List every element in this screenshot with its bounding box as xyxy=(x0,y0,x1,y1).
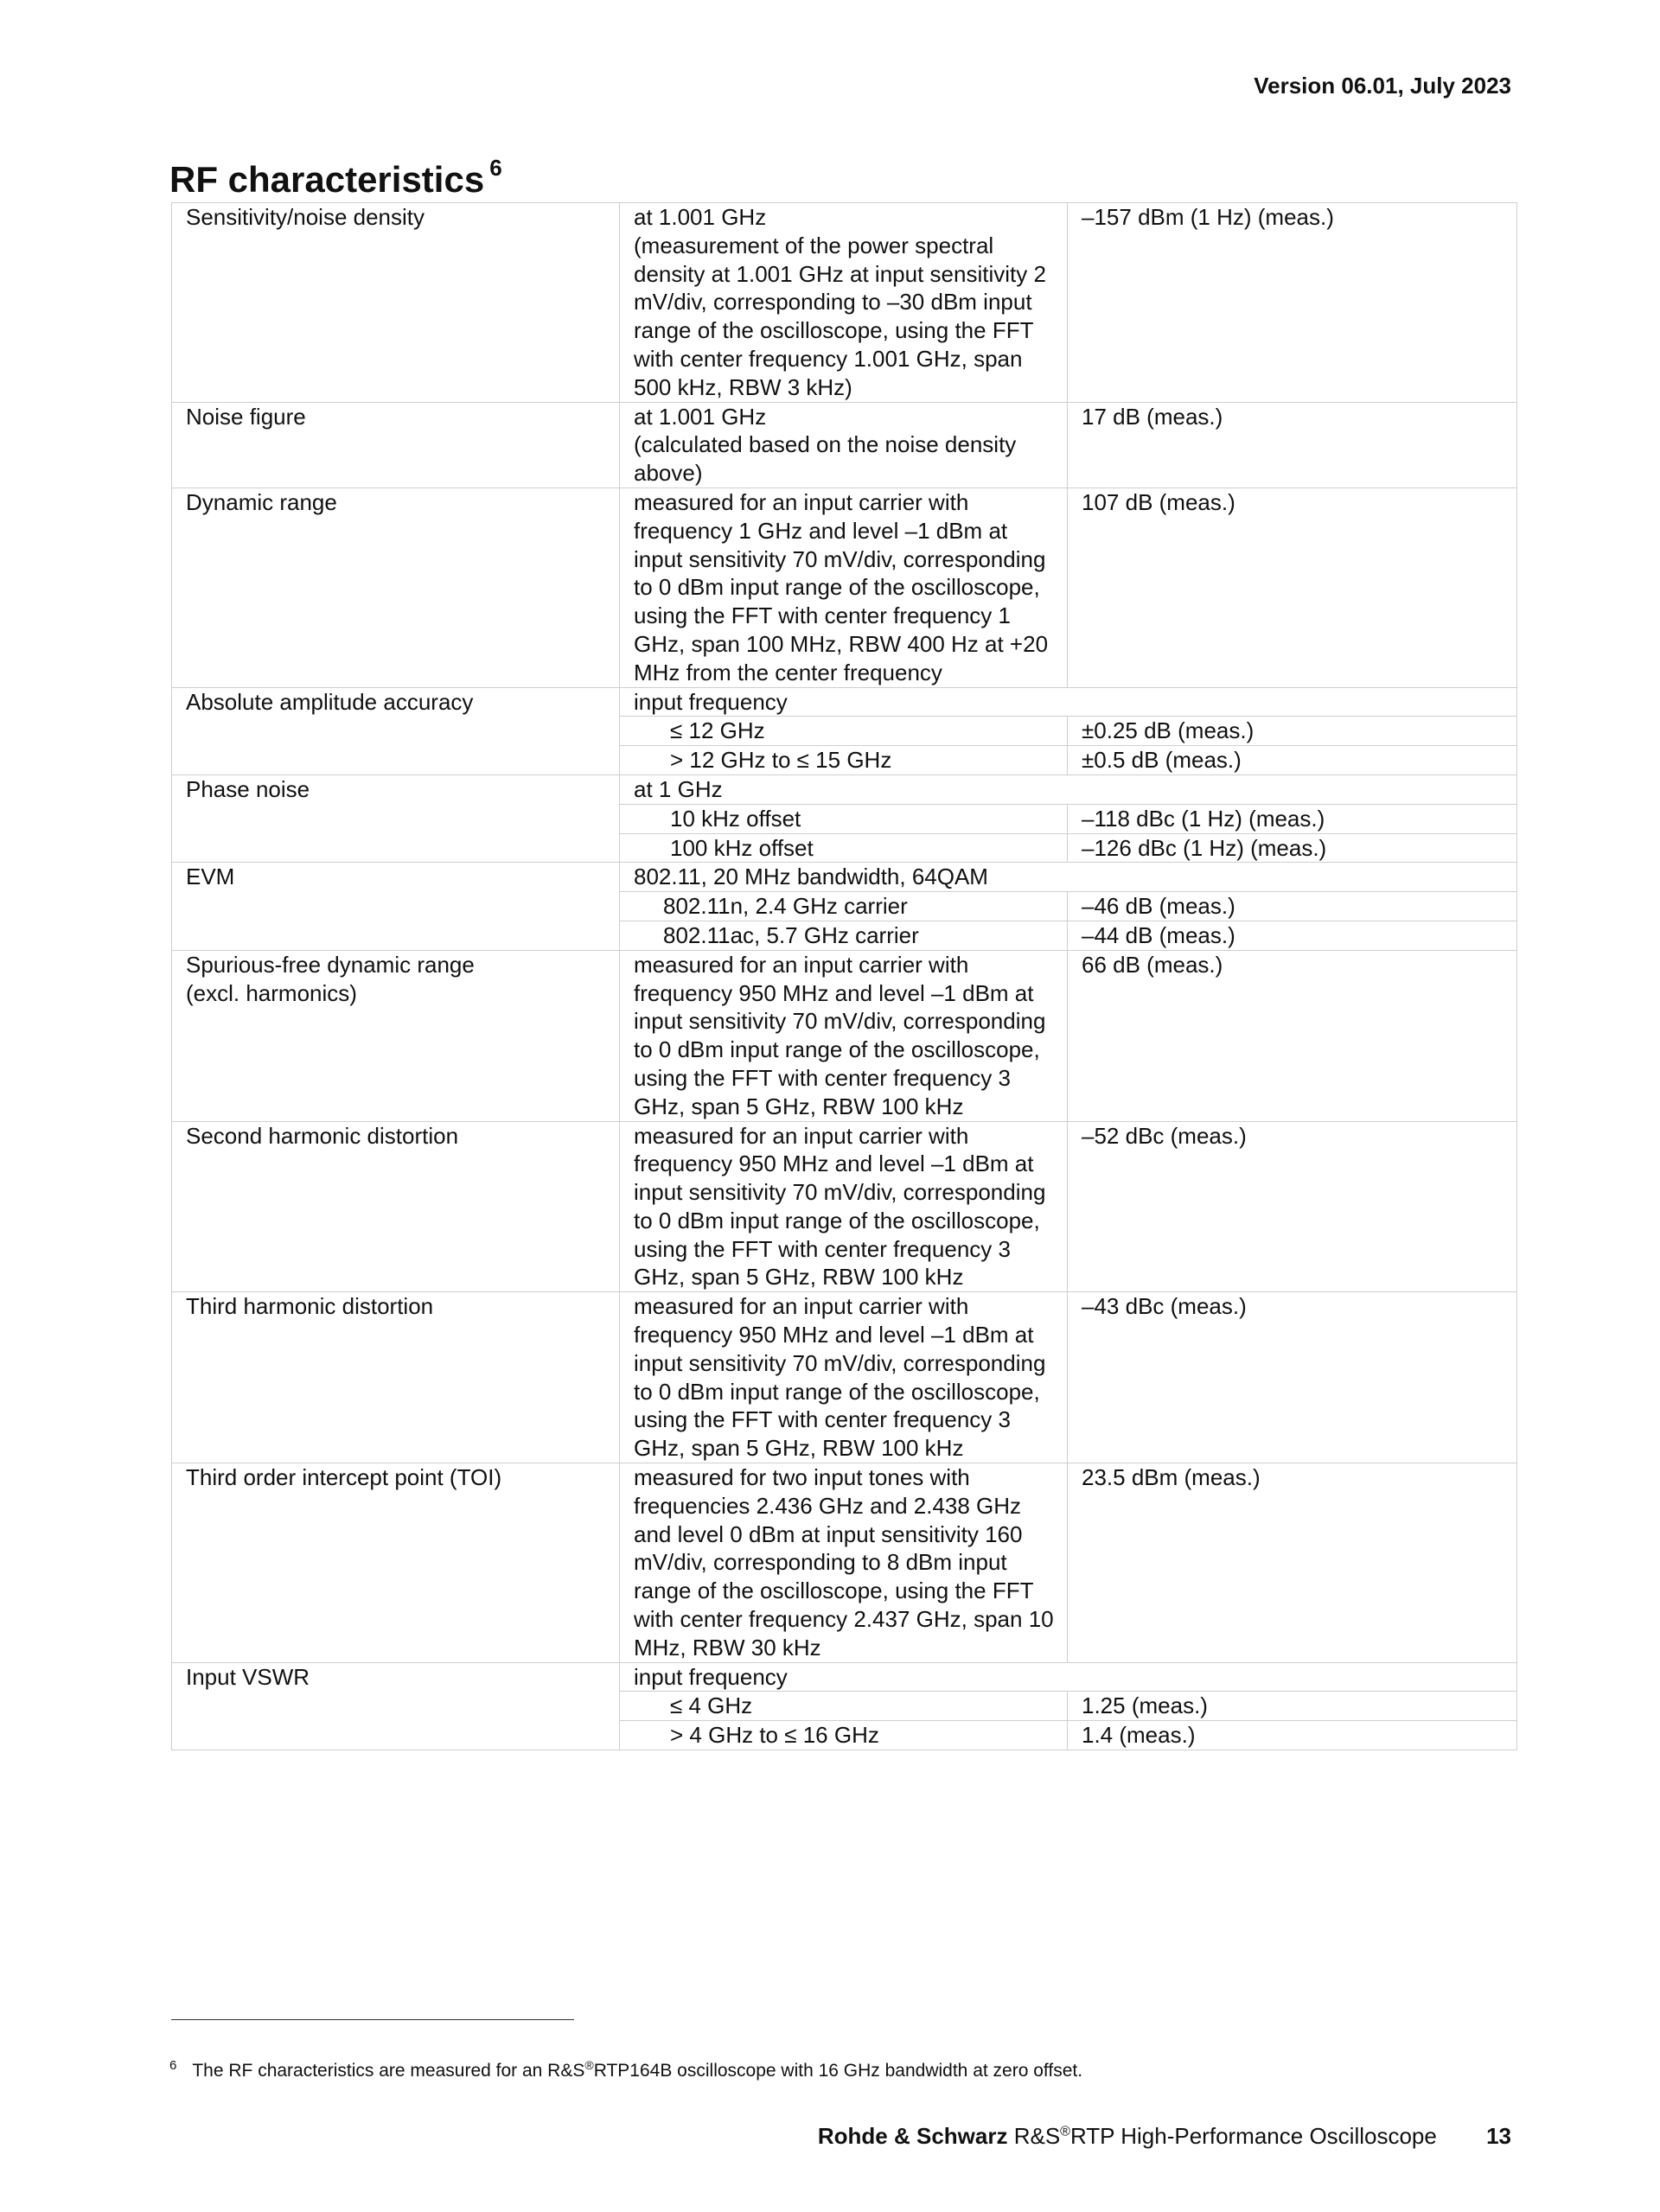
sub-condition: ≤ 12 GHz xyxy=(620,717,1068,746)
spec-value: 1.25 (meas.) xyxy=(1068,1692,1517,1721)
sub-condition: > 12 GHz to ≤ 15 GHz xyxy=(620,746,1068,775)
page-footer xyxy=(818,2123,1511,2150)
spec-condition xyxy=(620,402,1068,488)
sub-condition: 100 kHz offset xyxy=(620,833,1068,863)
table-row xyxy=(172,863,1517,892)
spec-value: 1.4 (meas.) xyxy=(1068,1721,1517,1750)
footnote-ref: 6 xyxy=(489,155,502,181)
spec-condition: measured for an input carrier with frequency 950 MHz and level –1 dBm at input sensitivity 70 mV/div, corresponding to 0 dBm input range of the oscilloscope, using the FFT with center frequency 3 GHz, span 5 GHz, RBW 100 kHz xyxy=(620,1121,1068,1292)
section-title: RF characteristics xyxy=(169,159,485,200)
spec-value: –46 dB (meas.) xyxy=(1068,892,1517,921)
condition-note: (calculated based on the noise density above) xyxy=(634,431,1017,487)
spec-condition: input frequency xyxy=(620,687,1517,717)
spec-value: ±0.25 dB (meas.) xyxy=(1068,717,1517,746)
spec-value: ±0.5 dB (meas.) xyxy=(1068,746,1517,775)
sub-condition: ≤ 4 GHz xyxy=(620,1692,1068,1721)
sub-condition: > 4 GHz to ≤ 16 GHz xyxy=(620,1721,1068,1750)
footnote-text-before: The RF characteristics are measured for an R&S xyxy=(192,2061,585,2081)
spec-condition: measured for an input carrier with frequency 950 MHz and level –1 dBm at input sensitivity 70 mV/div, corresponding to 0 dBm input range of the oscilloscope, using the FFT with center frequency 3 GHz, span 5 GHz, RBW 100 kHz xyxy=(620,1292,1068,1463)
spec-value: –157 dBm (1 Hz) (meas.) xyxy=(1068,203,1517,403)
spec-label: Sensitivity/noise density xyxy=(172,203,620,403)
table-row xyxy=(172,1463,1517,1663)
registered-mark: ® xyxy=(584,2058,594,2072)
spec-value: –43 dBc (meas.) xyxy=(1068,1292,1517,1463)
condition-text: at 1.001 GHz xyxy=(634,403,767,430)
spec-condition: 802.11, 20 MHz bandwidth, 64QAM xyxy=(620,863,1517,892)
table-row xyxy=(172,488,1517,687)
spec-value: –118 dBc (1 Hz) (meas.) xyxy=(1068,804,1517,833)
footnote xyxy=(169,2054,1082,2082)
footer-product-prefix: R&S xyxy=(1013,2123,1061,2149)
spec-label: Absolute amplitude accuracy xyxy=(172,687,620,775)
table-row xyxy=(172,687,1517,717)
sub-condition: 802.11ac, 5.7 GHz carrier xyxy=(620,921,1068,950)
spec-value: 107 dB (meas.) xyxy=(1068,488,1517,687)
table-row xyxy=(172,1292,1517,1463)
spec-condition: measured for an input carrier with frequency 950 MHz and level –1 dBm at input sensitivity 70 mV/div, corresponding to 0 dBm input range of the oscilloscope, using the FFT with center frequency 3 GHz, span 5 GHz, RBW 100 kHz xyxy=(620,950,1068,1121)
footer-product: RTP High-Performance Oscilloscope xyxy=(1069,2123,1437,2149)
spec-label: Input VSWR xyxy=(172,1662,620,1750)
table-row xyxy=(172,1662,1517,1692)
table-row xyxy=(172,950,1517,1121)
spec-value: 23.5 dBm (meas.) xyxy=(1068,1463,1517,1663)
table-row xyxy=(172,1121,1517,1292)
spec-condition: measured for two input tones with frequencies 2.436 GHz and 2.438 GHz and level 0 dBm at input sensitivity 160 mV/div, corresponding to 8 dBm input range of the oscilloscope, using the FFT with center frequency 2.437 GHz, span 10 MHz, RBW 30 kHz xyxy=(620,1463,1068,1663)
spec-condition: at 1 GHz xyxy=(620,775,1517,804)
footer-brand: Rohde & Schwarz xyxy=(817,2123,1008,2149)
footnote-text-after: RTP164B oscilloscope with 16 GHz bandwidth at zero offset. xyxy=(593,2061,1083,2081)
registered-mark: ® xyxy=(1060,2124,1070,2139)
spec-value: 66 dB (meas.) xyxy=(1068,950,1517,1121)
spec-label: Phase noise xyxy=(172,775,620,862)
spec-label: Dynamic range xyxy=(172,488,620,687)
spec-label: Third order intercept point (TOI) xyxy=(172,1463,620,1663)
spec-value: 17 dB (meas.) xyxy=(1068,402,1517,488)
spec-value: –44 dB (meas.) xyxy=(1068,921,1517,950)
footnote-mark: 6 xyxy=(169,2058,177,2073)
spec-value: –126 dBc (1 Hz) (meas.) xyxy=(1068,833,1517,863)
spec-label: Third harmonic distortion xyxy=(172,1292,620,1463)
spec-condition: measured for an input carrier with frequency 1 GHz and level –1 dBm at input sensitivity 70 mV/div, corresponding to 0 dBm input range of the oscilloscope, using the FFT with center frequency 1 GHz, span 100 MHz, RBW 400 Hz at +20 MHz from the center frequency xyxy=(620,488,1068,687)
sub-condition: 802.11n, 2.4 GHz carrier xyxy=(620,892,1068,921)
condition-note: (measurement of the power spectral density at 1.001 GHz at input sensitivity 2 mV/div, corresponding to –30 dBm input range of the oscilloscope, using the FFT with center frequency 1.001 GHz, span 500 kHz, RBW 3 kHz) xyxy=(634,232,1046,400)
rf-characteristics-table xyxy=(171,202,1516,1750)
page-number: 13 xyxy=(1486,2123,1511,2149)
table-row xyxy=(172,402,1517,488)
page-title xyxy=(169,149,502,202)
spec-label: Spurious-free dynamic range (excl. harmonics) xyxy=(172,950,620,1121)
spec-condition xyxy=(620,203,1068,403)
table-row xyxy=(172,775,1517,804)
spec-label: EVM xyxy=(172,863,620,950)
footnote-divider xyxy=(171,2019,574,2020)
spec-label: Second harmonic distortion xyxy=(172,1121,620,1292)
condition-text: at 1.001 GHz xyxy=(634,204,767,230)
spec-label: Noise figure xyxy=(172,402,620,488)
sub-condition: 10 kHz offset xyxy=(620,804,1068,833)
spec-value: –52 dBc (meas.) xyxy=(1068,1121,1517,1292)
table-row xyxy=(172,203,1517,403)
spec-condition: input frequency xyxy=(620,1662,1517,1692)
version-label: Version 06.01, July 2023 xyxy=(1254,73,1511,99)
